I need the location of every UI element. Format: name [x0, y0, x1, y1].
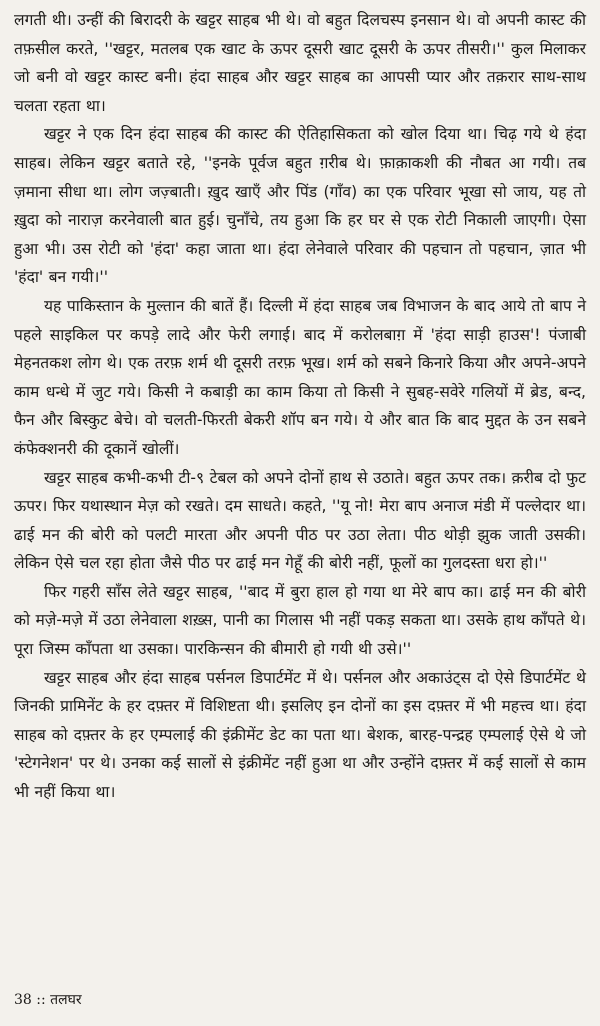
paragraph-4: खट्टर साहब कभी-कभी टी-९ टेबल को अपने दोनों हाथ से उठाते। बहुत ऊपर तक। क़रीब दो फुट ऊपर। फिर यथास्थान मेज़ को रखते। दम साधते। कहते, ''यू नो! मेरा बाप अनाज मंडी में पल्लेदार था। ढाई मन की बोरी को पलटी मारता और अपनी पीठ पर उठा लेता। पीठ थोड़ी झुक जाती उसकी। लेकिन ऐसे चल रहा होता जैसे पीठ पर ढाई मन गेहूँ की बोरी नहीं, फूलों का गुलदस्ता धरा हो।'' — [14, 468, 586, 573]
page-footer-folio: 38 :: तलघर — [14, 992, 82, 1008]
paragraph-5: फिर गहरी साँस लेते खट्टर साहब, ''बाद में बुरा हाल हो गया था मेरे बाप का। ढाई मन की बोरी को मज़े-मज़े में उठा लेनेवाला शख़्स, पानी का गिलास भी नहीं पकड़ सकता था। उसके हाथ काँपते थे। पूरा जिस्म काँपता था उसका। पारकिन्सन की बीमारी हो गयी थी उसे।'' — [14, 582, 586, 659]
paragraph-6: खट्टर साहब और हंदा साहब पर्सनल डिपार्टमेंट में थे। पर्सनल और अकाउंट्स दो ऐसे डिपार्टमेंट थे जिनकी प्रामिनेंट के हर दफ़्तर में विशिष्टता थी। इसलिए इन दोनों का इस दफ़्तर में भी महत्त्व था। हंदा साहब को दफ़्तर के हर एम्पलाई की इंक्रीमेंट डेट का पता था। बेशक, बारह-पन्द्रह एम्पलाई ऐसे थे जो 'स्टेगनेशन' पर थे। उनका कई सालों से इंक्रीमेंट नहीं हुआ था और उन्होंने दफ़्तर में कई सालों से काम भी नहीं किया था। — [14, 668, 586, 802]
paragraph-3: यह पाकिस्तान के मुल्तान की बातें हैं। दिल्ली में हंदा साहब जब विभाजन के बाद आये तो बाप ने पहले साइकिल पर कपड़े लादे और फेरी लगाई। बाद में करोलबाग़ में 'हंदा साड़ी हाउस'! पंजाबी मेहनतकश लोग थे। एक तरफ़ शर्म थी दूसरी तरफ़ भूख। शर्म को सबने किनारे किया और अपने-अपने काम धन्धे में जुट गये। किसी ने कबाड़ी का काम किया तो किसी ने सुबह-सवेरे गलियों में ब्रेड, बन्द, फैन और बिस्कुट बेचे। वो चलती-फिरती बेकरी शॉप बन गये। ये और बात कि बाद मुद्दत के उन सबने कंफेक्शनरी की दूकानें खोलीं। — [14, 296, 586, 458]
paragraph-2: खट्टर ने एक दिन हंदा साहब की कास्ट की ऐतिहासिकता को खोल दिया था। चिढ़ गये थे हंदा साहब। लेकिन खट्टर बताते रहे, ''इनके पूर्वज बहुत ग़रीब थे। फ़ाक़ाकशी की नौबत आ गयी। तब ज़माना सीधा था। लोग जज़्बाती। ख़ुद खाएँ और पिंड (गाँव) का एक परिवार भूखा सो जाय, यह तो ख़ुदा को नाराज़ करनेवाली बात हुई। चुनाँचे, तय हुआ कि हर घर से एक रोटी निकाली जाएगी। ऐसा हुआ भी। उस रोटी को 'हंदा' कहा जाता था। हंदा लेनेवाले परिवार की पहचान तो पहचान, ज़ात भी 'हंदा' बन गयी।'' — [14, 125, 586, 287]
paragraph-1: लगती थी। उन्हीं की बिरादरी के खट्टर साहब भी थे। वो बहुत दिलचस्प इनसान थे। वो अपनी कास्ट की तफ़सील करते, ''खट्टर, मतलब एक खाट के ऊपर दूसरी खाट दूसरी के ऊपर तीसरी।'' कुल मिलाकर जो बनी वो खट्टर कास्ट बनी। हंदा साहब और खट्टर साहब का आपसी प्यार और तक़रार साथ-साथ चलता रहता था। — [14, 11, 586, 115]
